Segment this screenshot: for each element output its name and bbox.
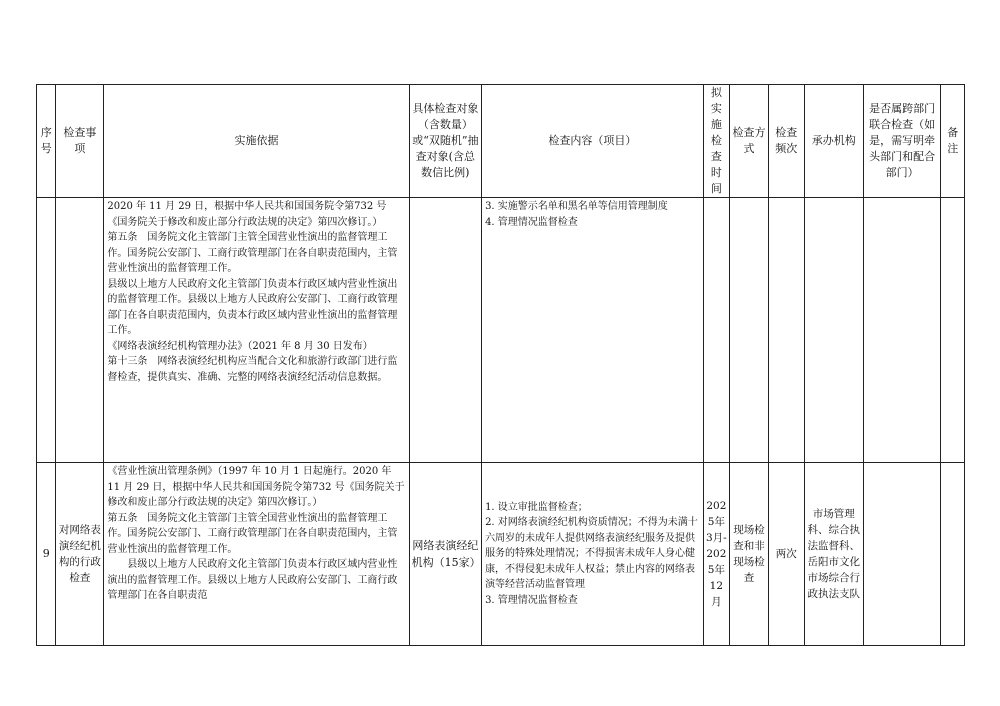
- header-item: 检查事项: [56, 85, 104, 198]
- cell-cross: [863, 463, 941, 646]
- basis-paragraph: 县级以上地方人民政府文化主管部门负责本行政区域内营业性演出的监督管理工作。县级以上地方人民政府公安部门、工商行政管理部门在各自职责范: [107, 559, 398, 601]
- header-freq: 检查频次: [768, 85, 804, 198]
- header-target: 具体检查对象（含数量）或“双随机”抽查对象(含总数信比例): [409, 85, 481, 198]
- cell-seq: [37, 198, 56, 463]
- basis-paragraph: 第五条 国务院文化主管部门主管全国营业性演出的监督管理工作。国务院公安部门、工商行政管理部门在各自职责范围内，主管营业性演出的监督管理工作。: [107, 512, 398, 555]
- cell-content: [482, 463, 704, 646]
- content-item: 4. 管理情况监督检查: [485, 216, 578, 228]
- basis-paragraph: 2020 年 11 月 29 日，根据中华人民共和国国务院令第732 号《国务院关于修改和废止部分行政法规的决定》第四次修订。）: [107, 201, 387, 228]
- table-row: [37, 463, 965, 646]
- header-basis: 实施依据: [104, 85, 409, 198]
- basis-paragraph: 第十三条 网络表演经纪机构应当配合文化和旅游行政部门进行监督检查，提供真实、准确、完整的网络表演经纪活动信息数据。: [107, 356, 398, 383]
- header-org: 承办机构: [804, 85, 863, 198]
- inspection-plan-table: [36, 84, 965, 646]
- header-row: [37, 85, 965, 198]
- cell-time: [703, 198, 730, 463]
- basis-paragraph: 《营业性演出管理条例》（1997 年 10 月 1 日起施行。2020 年 11 月 29 日，根据中华人民共和国国务院令第732 号《国务院关于修改和废止部分行政法规的决定》第四次修订。）: [107, 466, 405, 508]
- cell-note: [941, 463, 965, 646]
- cell-note: [941, 198, 965, 463]
- content-item: 3. 实施警示名单和黑名单等信用管理制度: [485, 201, 668, 212]
- cell-target: 网络表演经纪机构（15家）: [409, 463, 481, 646]
- cell-cross: [863, 198, 941, 463]
- header-time: 拟实施检查时间: [703, 85, 730, 198]
- header-cross: 是否属跨部门联合检查（如是，需写明牵头部门和配合部门）: [863, 85, 941, 198]
- cell-freq: 两次: [768, 463, 804, 646]
- cell-basis: [104, 198, 409, 463]
- cell-freq: [768, 198, 804, 463]
- cell-method: [730, 198, 769, 463]
- cell-seq: 9: [37, 463, 56, 646]
- inspection-plan-table-wrapper: [36, 84, 965, 618]
- cell-org: 市场管理科、综合执法监督科、岳阳市文化市场综合行政执法支队: [804, 463, 863, 646]
- header-method: 检查方式: [730, 85, 769, 198]
- cell-item: [56, 198, 104, 463]
- basis-paragraph: 第五条 国务院文化主管部门主管全国营业性演出的监督管理工作。国务院公安部门、工商行政管理部门在各自职责范围内，主管营业性演出的监督管理工作。: [107, 232, 398, 274]
- header-content: 检查内容（项目）: [482, 85, 704, 198]
- header-seq: 序号: [37, 85, 56, 198]
- cell-basis: [104, 463, 409, 646]
- header-note: 备注: [941, 85, 965, 198]
- cell-org: [804, 198, 863, 463]
- cell-item: 对网络表演经纪机构的行政检查: [56, 463, 104, 646]
- cell-time: 2025年3月-2025年12月: [703, 463, 730, 646]
- cell-target: [409, 198, 481, 463]
- cell-method: 现场检查和非现场检查: [730, 463, 769, 646]
- table-row: [37, 198, 965, 463]
- cell-content: [482, 198, 704, 463]
- content-item: 3. 管理情况监督检查: [485, 594, 578, 606]
- content-item: 2. 对网络表演经纪机构资质情况；不得为未满十六周岁的未成年人提供网络表演经纪服务及提供服务的特殊处理情况；不得损害未成年人身心健康，不得侵犯未成年人权益；禁止内容的网络表演等经营活动监督管理: [485, 517, 698, 591]
- basis-paragraph: 《网络表演经纪机构管理办法》（2021 年 8 月 30 日发布）: [107, 340, 373, 352]
- basis-paragraph: 县级以上地方人民政府文化主管部门负责本行政区域内营业性演出的监督管理工作。县级以上地方人民政府公安部门、工商行政管理部门在各自职责范围内，负责本行政区域内营业性演出的监督管理工作。: [107, 278, 398, 336]
- content-item: 1. 设立审批监督检查；: [485, 501, 588, 513]
